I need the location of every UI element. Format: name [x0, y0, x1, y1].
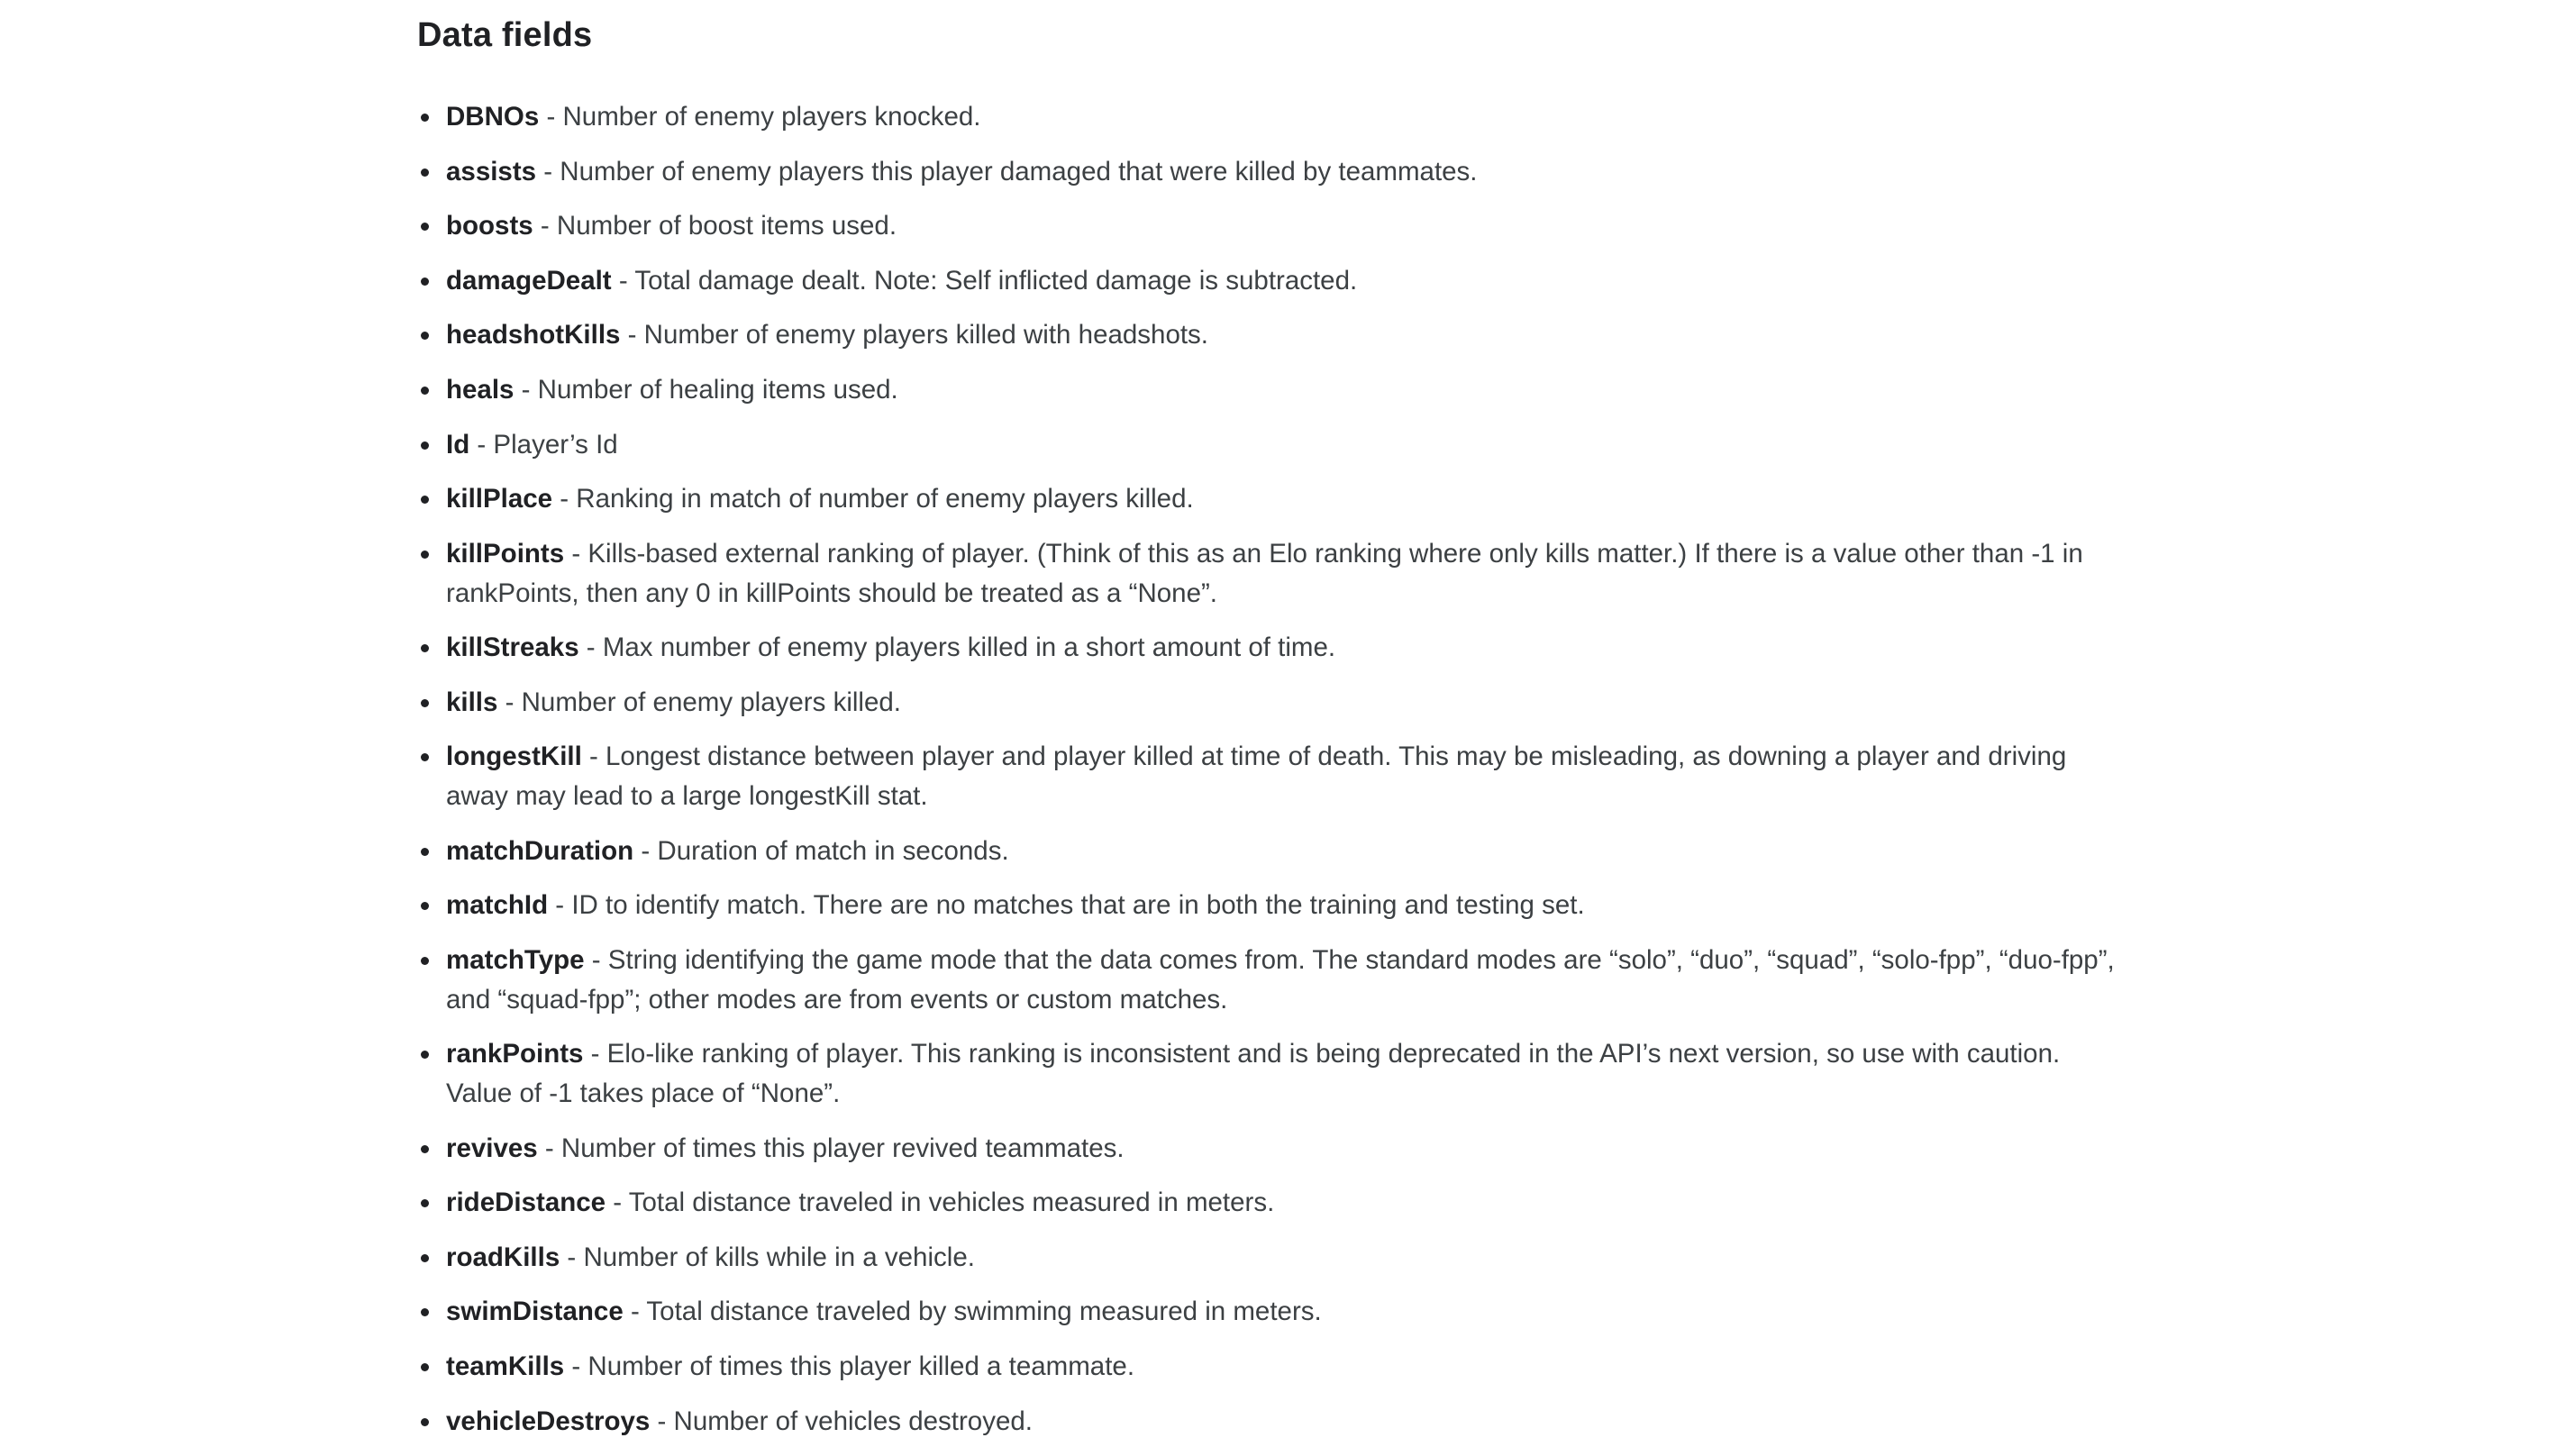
- field-name: damageDealt: [446, 265, 612, 296]
- list-item: [417, 1402, 2129, 1442]
- field-name: roadKills: [446, 1242, 560, 1272]
- field-name: longestKill: [446, 742, 582, 772]
- field-name: kills: [446, 687, 498, 717]
- field-description: - Number of times this player revived teammates.: [537, 1133, 1125, 1163]
- field-name: boosts: [446, 211, 533, 241]
- field-description: - Elo-like ranking of player. This ranking is inconsistent and is being deprecated in the API’s next version, so use with caution. Value of -1 takes place of “None”.: [446, 1039, 2061, 1109]
- field-name: teamKills: [446, 1351, 565, 1382]
- field-description: - Total damage dealt. Note: Self inflicted damage is subtracted.: [611, 265, 1358, 296]
- field-name: headshotKills: [446, 320, 621, 350]
- field-description: - ID to identify match. There are no matches that are in both the training and testing set.: [548, 890, 1585, 921]
- list-item: [417, 1347, 2129, 1387]
- list-item: [417, 941, 2129, 1020]
- field-description: - Number of vehicles destroyed.: [650, 1406, 1033, 1436]
- section-title: Data fields: [417, 16, 593, 54]
- field-description: - Number of enemy players killed.: [497, 687, 901, 717]
- list-item: [417, 737, 2129, 816]
- list-item: [417, 152, 2129, 192]
- list-item: [417, 886, 2129, 925]
- field-description: - Kills-based external ranking of player. (Think of this as an Elo ranking where only kills matter.) If there is a value other than -1 in rankPoints, then any 0 in killPoints should be treated as a “None”.: [446, 538, 2083, 608]
- list-item: [417, 1129, 2129, 1169]
- list-item: [417, 315, 2129, 355]
- list-item: [417, 479, 2129, 519]
- list-item: [417, 1183, 2129, 1223]
- field-description: - Number of times this player killed a teammate.: [564, 1351, 1135, 1382]
- field-description: - Total distance traveled by swimming measured in meters.: [623, 1297, 1322, 1327]
- field-name: Id: [446, 429, 470, 460]
- list-item: [417, 261, 2129, 301]
- list-item: [417, 628, 2129, 668]
- field-description: - Total distance traveled in vehicles measured in meters.: [606, 1188, 1275, 1218]
- field-description: - String identifying the game mode that the data comes from. The standard modes are “solo”, “duo”, “squad”, “solo-fpp”, “duo-fpp”, and “squad-fpp”; other modes are from events or custom matches.: [446, 944, 2115, 1015]
- field-description: - Number of enemy players killed with headshots.: [620, 320, 1208, 350]
- field-description: - Number of enemy players this player damaged that were killed by teammates.: [536, 156, 1478, 187]
- field-description: - Number of boost items used.: [533, 211, 897, 241]
- field-name: rankPoints: [446, 1039, 584, 1069]
- field-name: heals: [446, 374, 515, 405]
- field-name: assists: [446, 156, 537, 187]
- list-item: [417, 206, 2129, 246]
- list-item: [417, 425, 2129, 465]
- field-name: matchId: [446, 890, 549, 921]
- list-item: [417, 1292, 2129, 1332]
- field-name: rideDistance: [446, 1188, 606, 1218]
- field-description: - Duration of match in seconds.: [633, 835, 1009, 866]
- field-name: killPoints: [446, 538, 565, 569]
- field-description: - Max number of enemy players killed in a short amount of time.: [578, 632, 1336, 663]
- field-name: revives: [446, 1133, 538, 1163]
- data-fields-list: [417, 97, 2129, 1456]
- field-name: swimDistance: [446, 1297, 624, 1327]
- field-name: vehicleDestroys: [446, 1406, 651, 1436]
- field-description: - Player’s Id: [469, 429, 618, 460]
- list-item: [417, 832, 2129, 871]
- field-description: - Number of enemy players knocked.: [539, 102, 981, 132]
- list-item: [417, 370, 2129, 410]
- list-item: [417, 1238, 2129, 1278]
- field-name: killStreaks: [446, 632, 579, 663]
- field-name: matchDuration: [446, 835, 634, 866]
- field-name: killPlace: [446, 484, 553, 514]
- field-name: DBNOs: [446, 102, 540, 132]
- field-description: - Ranking in match of number of enemy players killed.: [552, 484, 1194, 514]
- field-description: - Longest distance between player and player killed at time of death. This may be misleading, as downing a player and driving away may lead to a large longestKill stat.: [446, 742, 2067, 812]
- field-name: matchType: [446, 944, 585, 975]
- list-item: [417, 683, 2129, 723]
- list-item: [417, 1034, 2129, 1114]
- field-description: - Number of healing items used.: [514, 374, 898, 405]
- field-description: - Number of kills while in a vehicle.: [560, 1242, 975, 1272]
- list-item: [417, 534, 2129, 614]
- list-item: [417, 97, 2129, 137]
